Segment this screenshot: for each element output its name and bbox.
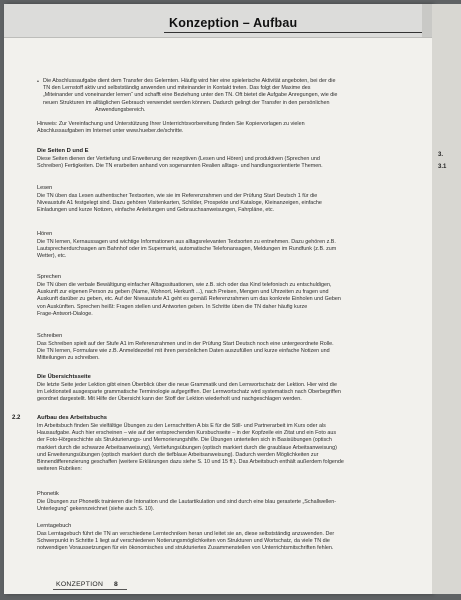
text-line: Schreiben) Fertigkeiten. Die TN erarbeiten anhand von sogenannten Realien alltags- und handlungsorientierte Themen. bbox=[37, 163, 323, 170]
text-line: Wetter), etc. bbox=[37, 253, 67, 260]
page-title: Konzeption – Aufbau bbox=[169, 16, 298, 30]
text-line: Niveaustufe A1 festgelegt sind. Dazu gehören Visitenkarten, Schilder, Prospekte und Kataloge, Kleinanzeigen, einfache bbox=[37, 200, 322, 207]
section-heading-arbeitsbuch: Aufbau des Arbeitsbuchs bbox=[37, 415, 108, 421]
text-line: Diese Seiten dienen der Vertiefung und Erweiterung der rezeptiven (Lesen und Hören) und produktiven (Sprechen und bbox=[37, 156, 320, 162]
section-body bbox=[37, 282, 422, 318]
section-body bbox=[37, 239, 422, 261]
footer-rule bbox=[53, 589, 127, 590]
subheading-lesen: Lesen bbox=[37, 185, 53, 191]
header-corner bbox=[422, 4, 432, 37]
next-page-edge bbox=[432, 4, 461, 594]
text-line: Das Lerntagebuch führt die TN an verschiedene Lerntechniken heran und leitet sie an, diese selbstständig anzuwenden. Der bbox=[37, 531, 335, 537]
text-line: Die TN lernen, Formulare wie z.B. Anmeldezettel mit ihren persönlichen Daten auszufüllen und kurze einfache Notizen und bbox=[37, 348, 330, 355]
text-line: von Auskünften. Sprechen heißt: Fragen stellen und Antworten geben. In Schritte üben die TN daher häufig kurze bbox=[37, 303, 308, 310]
book-page bbox=[4, 4, 432, 594]
subheading-phonetik: Phonetik bbox=[37, 491, 59, 497]
subheading-schreiben: Schreiben bbox=[37, 333, 63, 339]
text-line: Im Arbeitsbuch finden Sie vielfältige Übungen zu den Lernschritten A bis E für die Still- und Partnerarbeit im Kurs oder als bbox=[37, 423, 326, 429]
intro-paragraph bbox=[43, 78, 423, 114]
text-line: Abschlussaufgaben im Internet unter www.hueber.de/schritte. bbox=[37, 128, 184, 135]
text-line: Lautsprecherdurchsagen am Bahnhof oder im Supermarkt, automatische Telefonansagen, Meldungen im Rundfunk (z.B. zum bbox=[37, 246, 337, 253]
section-heading-seiten-d-e: Die Seiten D und E bbox=[37, 148, 89, 154]
text-line: und Erweiterungsübungen (optisch markiert durch die tiefblaue Arbeitsanweisung). Dadurch werden Möglichkeiten zur bbox=[37, 451, 319, 458]
text-line: Hausaufgabe. Auch hier erscheinen – wie auf der entsprechenden Kursbuchseite – in der Kopfzeile ein Zitat und ein Foto aus bbox=[37, 430, 337, 437]
text-line: TN den Lernstoff aktiv und selbstständig anwenden und miteinander in Kontakt treten. Das folgt der Maxime des bbox=[43, 85, 311, 92]
text-line: Die Abschlussaufgabe dient dem Transfer des Gelernten. Häufig wird hier eine spielerische Aktivität angeboten, bei der die bbox=[43, 78, 336, 84]
text-line: Einladungen und kurze Notizen, einfache Anleitungen und Gebrauchsanweisungen, Fahrpläne, etc. bbox=[37, 207, 275, 214]
subheading-hoeren: Hören bbox=[37, 231, 53, 237]
text-line: Mitteilungen zu schreiben. bbox=[37, 355, 100, 362]
margin-ref-top: 3. bbox=[438, 152, 444, 158]
section-body bbox=[37, 341, 422, 363]
section-body bbox=[37, 499, 422, 513]
text-line: Die TN lernen, Kernaussagen und wichtige Informationen aus alltagsrelevanten Textsorten zu entnehmen. Dazu gehören z.B. bbox=[37, 239, 336, 245]
text-line: Hinweis: Zur Vereinfachung und Unterstützung Ihrer Unterrichtsvorbereitung finden Sie Kopiervorlagen zu vielen bbox=[37, 121, 305, 127]
header-bar bbox=[4, 4, 432, 38]
footer-label: KONZEPTION bbox=[56, 581, 104, 588]
text-line: Die Übungen zur Phonetik trainieren die Intonation und die Lautartikulation und sind durch eine blau gerasterte „Schallwellen- bbox=[37, 499, 337, 505]
section-body bbox=[37, 193, 422, 215]
text-line: der Foto-Hörgeschichte als Strukturierungs- und Memorierungshilfe. Die Übungen unterteilen sich in Basisübungen (optisch bbox=[37, 437, 332, 444]
bullet-icon: • bbox=[37, 79, 39, 85]
text-line: Unterlegung“ gekennzeichnet (siehe auch S. 10). bbox=[37, 506, 155, 513]
text-line: Schwerpunkt in Schritte 1 liegt auf verschiedenen Notierungsmöglichkeiten von Strukturen und Wortschatz, da viele TN die bbox=[37, 538, 330, 545]
section-body bbox=[37, 423, 422, 473]
text-line: Binnendifferenzierung geschaffen (weitere Erklärungen dazu siehe S. 10 und 15 ff.). Das Arbeitsbuch enthält außerdem folgende bbox=[37, 459, 344, 466]
text-line: im Lektionsteil ausgesparte grammatische Terminologie aufgegriffen. Der Lernwortschatz wird systematisch nach Oberbegriffen bbox=[37, 389, 341, 396]
text-line: Das Schreiben spielt auf der Stufe A1 im Referenzrahmen und in der Prüfung Start Deutsch noch eine untergeordnete Rolle. bbox=[37, 341, 334, 347]
text-line: Auskunft zur eigenen Person zu geben (Name, Wohnort, Herkunft ...), nach Preisen, Mengen und Uhrzeiten zu fragen und bbox=[37, 289, 329, 296]
section-body bbox=[37, 531, 422, 553]
hint-paragraph bbox=[37, 121, 422, 135]
text-line: Die TN üben die verbale Bewältigung einfacher Alltagssituationen, wie z.B. sich oder das Kind telefonisch zu entschuldigen, bbox=[37, 282, 332, 288]
text-line: notwendigen Voraussetzungen für ein ökonomisches und strukturiertes Zusammenstellen von Unterrichtsmitschriften fehlen. bbox=[37, 545, 334, 552]
text-line: Auskunft darüber zu geben, etc. Auf der Niveaustufe A1 geht es gemäß Referenzrahmen um das konkrete Einholen und Geben bbox=[37, 296, 341, 303]
text-line: geordnet dargestellt. Mit Hilfe der Übersicht kann der Stoff der Lektion wiederholt und nachgeschlagen werden. bbox=[37, 396, 302, 403]
text-line: Die TN üben das Lesen authentischer Textsorten, wie sie im Referenzrahmen und der Prüfung Start Deutsch 1 für die bbox=[37, 193, 318, 199]
text-line: Die letzte Seite jeder Lektion gibt einen Überblick über die neue Grammatik und den Lernwortschatz der Lektion. Hier wird die bbox=[37, 382, 337, 388]
text-line: „Miteinander und voneinander lernen“ und schafft eine Beziehung unter den TN. Oft bietet die Aufgabe Anregungen, wie die bbox=[43, 92, 338, 99]
margin-ref-bottom: 3.1 bbox=[438, 164, 447, 170]
page-number: 8 bbox=[114, 581, 118, 588]
text-line: Frage-Antwort-Dialoge. bbox=[37, 310, 93, 317]
text-line: Anwendungsbereich. bbox=[95, 106, 146, 113]
text-line: neuen Strukturen im alltäglichen Gebrauch verwendet werden können. Dadurch gelingt der Transfer in den persönlichen bbox=[43, 99, 330, 106]
section-body bbox=[37, 382, 422, 404]
header-rule bbox=[164, 32, 424, 33]
section-heading-uebersicht: Die Übersichtsseite bbox=[37, 374, 91, 380]
text-line: weiteren Rubriken: bbox=[37, 466, 82, 473]
section-body bbox=[37, 156, 422, 170]
subheading-lerntagebuch: Lerntagebuch bbox=[37, 523, 72, 529]
text-line: markiert durch die schwarze Arbeitsanweisung), Vertiefungsübungen (optisch markiert durch die graublaue Arbeitsanweisung) bbox=[37, 444, 337, 451]
section-number: 2.2 bbox=[12, 415, 21, 421]
subheading-sprechen: Sprechen bbox=[37, 274, 61, 280]
